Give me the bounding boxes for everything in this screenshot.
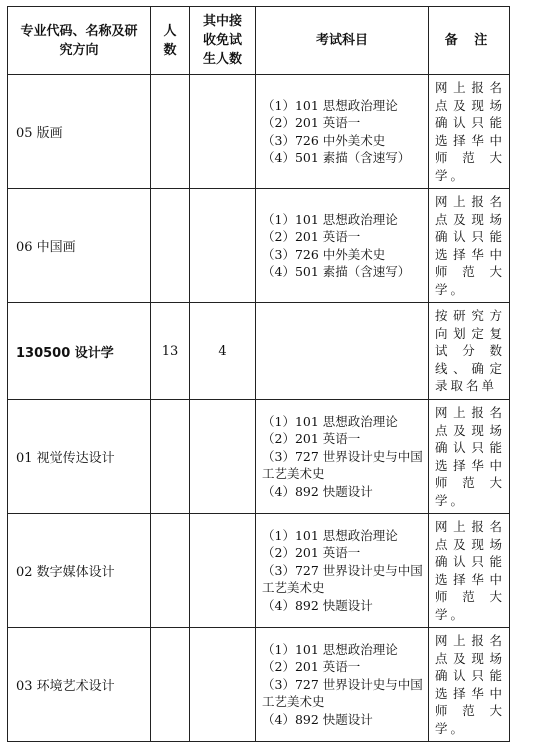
count-cell	[151, 75, 190, 189]
subject-line: （2）201 英语一	[262, 115, 361, 130]
table-row	[8, 303, 510, 400]
exempt-cell: 4	[190, 303, 256, 400]
subject-line: （1）101 思想政治理论	[262, 211, 398, 227]
note-cell: 网上报名点及现场确认只能选择华中师范大学。	[429, 514, 510, 628]
subject-line: （1）101 思想政治理论	[262, 527, 398, 543]
subject-line: （3）726 中外美术史	[262, 132, 386, 148]
subject-line: （4）892 快题设计	[262, 711, 373, 727]
major-cell: 02 数字媒体设计	[8, 514, 151, 628]
exempt-cell	[190, 628, 256, 742]
subject-line: （1）101 思想政治理论	[262, 641, 398, 657]
note-cell: 网上报名点及现场确认只能选择华中师范大学。	[429, 628, 510, 742]
subjects-cell	[256, 514, 429, 628]
major-cell: 01 视觉传达设计	[8, 400, 151, 514]
header-exam: 考试科目	[256, 7, 429, 75]
count-cell	[151, 400, 190, 514]
note-cell: 按研究方向划定复试分数线、确定录取名单	[429, 303, 510, 400]
subject-line: （1）101 思想政治理论	[262, 97, 398, 113]
subjects-cell	[256, 189, 429, 303]
note-cell: 网上报名点及现场确认只能选择华中师范大学。	[429, 189, 510, 303]
note-cell: 网上报名点及现场确认只能选择华中师范大学。	[429, 400, 510, 514]
exempt-cell	[190, 75, 256, 189]
major-cell: 05 版画	[8, 75, 151, 189]
subject-line: （2）201 英语一	[262, 431, 361, 447]
subject-line: （2）201 英语一	[262, 659, 361, 675]
header-note: 备 注	[429, 7, 510, 75]
table-row	[8, 189, 510, 303]
major-cell: 130500 设计学	[8, 303, 151, 400]
subject-line: （4）892 快题设计	[262, 483, 373, 499]
subject-line: （4）892 快题设计	[262, 597, 373, 613]
header-count: 人数	[151, 7, 190, 75]
table-row	[8, 400, 510, 514]
subject-line: （1）101 思想政治理论	[262, 413, 398, 429]
table-row	[8, 514, 510, 628]
subject-line: （2）201 英语一	[262, 229, 361, 244]
subjects-cell	[256, 303, 429, 400]
count-cell: 13	[151, 303, 190, 400]
enrollment-table	[7, 6, 510, 742]
subjects-cell	[256, 628, 429, 742]
subject-line: （2）201 英语一	[262, 545, 361, 561]
subject-line: （4）501 素描（含速写）	[262, 264, 411, 279]
header-exempt: 其中接收免试生人数	[190, 7, 256, 75]
subject-line: （3）727 世界设计史与中国工艺美术史	[262, 562, 423, 596]
exempt-cell	[190, 514, 256, 628]
table-row	[8, 628, 510, 742]
subject-line: （3）727 世界设计史与中国工艺美术史	[262, 676, 423, 710]
subject-line: （3）726 中外美术史	[262, 246, 386, 262]
count-cell	[151, 514, 190, 628]
exempt-cell	[190, 189, 256, 303]
table-header-row	[8, 7, 510, 75]
exempt-cell	[190, 400, 256, 514]
subjects-cell	[256, 75, 429, 189]
table-row	[8, 75, 510, 189]
subject-line: （3）727 世界设计史与中国工艺美术史	[262, 448, 423, 482]
header-major: 专业代码、名称及研究方向	[8, 7, 151, 75]
subject-line: （4）501 素描（含速写）	[262, 150, 411, 165]
subjects-cell	[256, 400, 429, 514]
major-cell: 06 中国画	[8, 189, 151, 303]
major-cell: 03 环境艺术设计	[8, 628, 151, 742]
note-cell: 网上报名点及现场确认只能选择华中师范大学。	[429, 75, 510, 189]
count-cell	[151, 628, 190, 742]
count-cell	[151, 189, 190, 303]
